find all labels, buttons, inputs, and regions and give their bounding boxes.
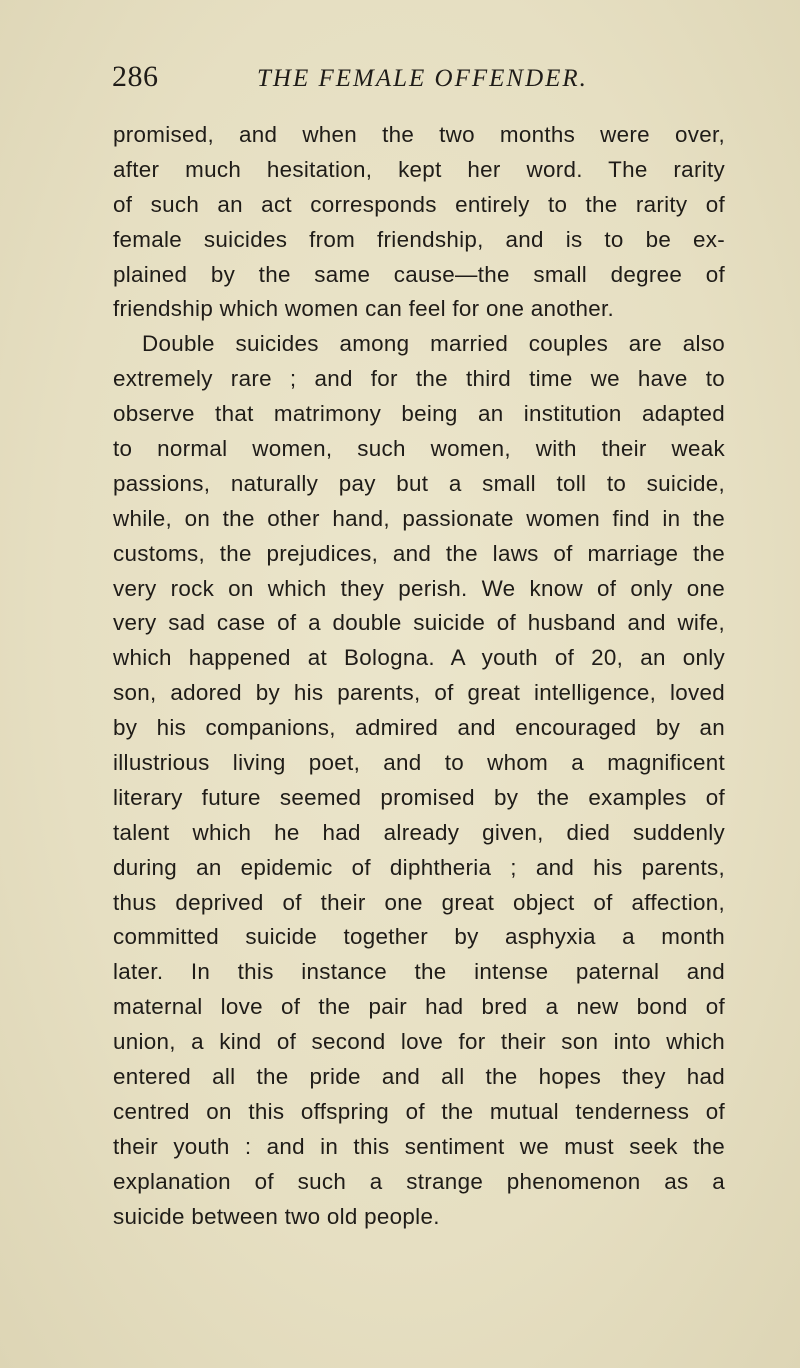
text-line: union, a kind of second love for their son into which bbox=[113, 1029, 725, 1055]
page-number: 286 bbox=[112, 60, 159, 93]
text-line: during an epidemic of diphtheria ; and his parents, bbox=[113, 854, 725, 880]
text-line: after much hesitation, kept her word. The rarity bbox=[113, 156, 725, 182]
text-line: while, on the other hand, passionate women find in the bbox=[113, 505, 725, 531]
text-line: explanation of such a strange phenomenon as a bbox=[113, 1168, 725, 1194]
text-line: observe that matrimony being an institution adapted bbox=[113, 401, 725, 427]
text-line: centred on this offspring of the mutual tenderness of bbox=[113, 1098, 725, 1124]
text-line: committed suicide together by asphyxia a month bbox=[113, 924, 725, 950]
text-line: passions, naturally pay but a small toll to suicide, bbox=[113, 470, 725, 496]
text-line: customs, the prejudices, and the laws of marriage the bbox=[113, 540, 725, 566]
text-line: plained by the same cause—the small degree of bbox=[113, 261, 725, 287]
text-line: very sad case of a double suicide of husband and wife, bbox=[113, 610, 725, 636]
text-line: very rock on which they perish. We know of only one bbox=[113, 575, 725, 601]
text-line: son, adored by his parents, of great intelligence, loved bbox=[113, 680, 725, 706]
text-line: by his companions, admired and encouraged by an bbox=[113, 715, 725, 741]
text-line: friendship which women can feel for one another. bbox=[113, 296, 615, 322]
text-line: their youth : and in this sentiment we must seek the bbox=[113, 1133, 725, 1159]
text-line: maternal love of the pair had bred a new bond of bbox=[113, 994, 725, 1020]
text-line: promised, and when the two months were over, bbox=[113, 122, 725, 147]
text-line: which happened at Bologna. A youth of 20, an only bbox=[113, 645, 725, 671]
text-line: entered all the pride and all the hopes they had bbox=[113, 1064, 725, 1090]
body-text bbox=[113, 118, 725, 1235]
text-line: Double suicides among married couples are also bbox=[142, 331, 725, 357]
text-line: illustrious living poet, and to whom a magnificent bbox=[113, 750, 725, 776]
page-header bbox=[112, 60, 722, 100]
text-line: extremely rare ; and for the third time we have to bbox=[113, 366, 725, 392]
text-line: thus deprived of their one great object of affection, bbox=[113, 889, 725, 915]
text-line: to normal women, such women, with their weak bbox=[113, 436, 725, 462]
text-line: literary future seemed promised by the examples of bbox=[113, 784, 725, 810]
text-line: suicide between two old people. bbox=[113, 1203, 440, 1229]
running-title: THE FEMALE OFFENDER. bbox=[257, 65, 588, 92]
text-line: of such an act corresponds entirely to the rarity of bbox=[113, 191, 725, 217]
text-line: talent which he had already given, died suddenly bbox=[113, 819, 725, 845]
text-line: later. In this instance the intense paternal and bbox=[113, 959, 725, 985]
text-line: female suicides from friendship, and is to be ex- bbox=[113, 226, 725, 252]
